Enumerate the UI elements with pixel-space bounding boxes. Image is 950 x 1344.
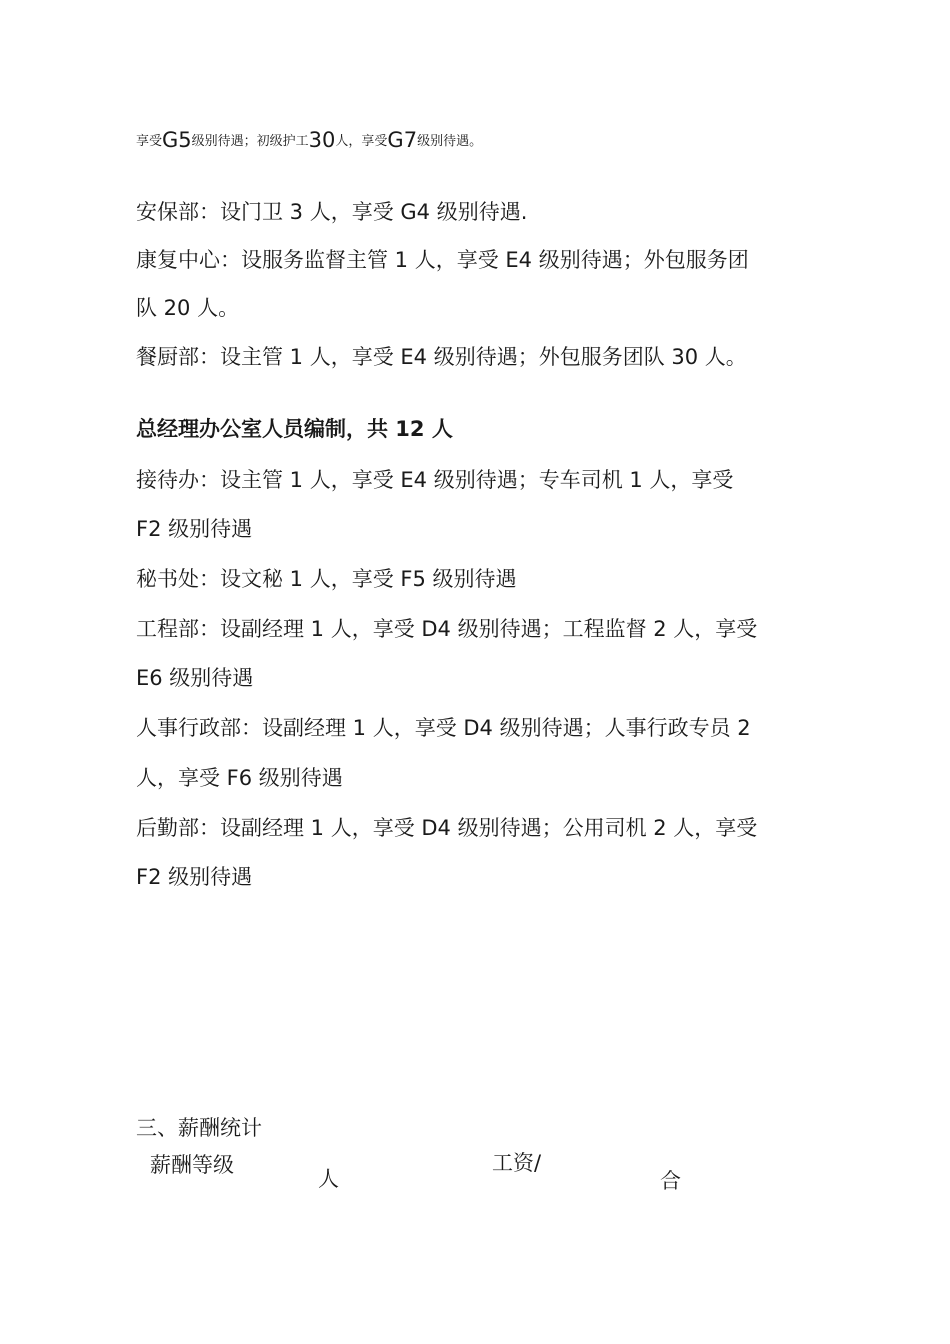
intro-line: [136, 128, 482, 154]
office-line: F2 级别待遇: [136, 865, 253, 889]
table-header-people: 人: [318, 1167, 339, 1191]
office-line: 人事行政部：设副经理 1 人，享受 D4 级别待遇；人事行政专员 2: [136, 716, 751, 740]
intro-text-2: 级别待遇；初级护工: [191, 134, 309, 149]
intro-text-1: 享受: [136, 134, 163, 149]
table-header-grade: 薪酬等级: [150, 1153, 234, 1177]
salary-table-header-cut: [0, 1150, 950, 1193]
office-line: F2 级别待遇: [136, 517, 253, 541]
office-line: E6 级别待遇: [136, 666, 254, 690]
office-line: 接待办：设主管 1 人，享受 E4 级别待遇；专车司机 1 人，享受: [136, 468, 734, 492]
rehab-center-line-1: 康复中心：设服务监督主管 1 人，享受 E4 级别待遇；外包服务团: [136, 248, 749, 272]
office-staffing-heading: 总经理办公室人员编制，共 12 人: [136, 417, 453, 441]
kitchen-dept-line: 餐厨部：设主管 1 人，享受 E4 级别待遇；外包服务团队 30 人。: [136, 345, 747, 369]
grade-g7: G7: [387, 128, 418, 152]
office-line: 工程部：设副经理 1 人，享受 D4 级别待遇；工程监督 2 人，享受: [136, 617, 758, 641]
intro-text-4: 级别待遇。: [417, 134, 483, 149]
security-dept-line: 安保部：设门卫 3 人，享受 G4 级别待遇.: [136, 200, 528, 224]
intro-text-3: 人，享受: [335, 134, 388, 149]
count-30: 30: [308, 128, 336, 152]
rehab-center-line-2: 队 20 人。: [136, 296, 240, 320]
office-line: 秘书处：设文秘 1 人，享受 F5 级别待遇: [136, 567, 517, 591]
office-line: 人，享受 F6 级别待遇: [136, 766, 343, 790]
grade-g5: G5: [162, 128, 192, 152]
salary-section-title: 三、薪酬统计: [136, 1116, 262, 1140]
office-line: 后勤部：设副经理 1 人，享受 D4 级别待遇；公用司机 2 人，享受: [136, 816, 758, 840]
table-header-wage: 工资/: [492, 1151, 542, 1175]
table-header-total: 合: [660, 1169, 681, 1193]
